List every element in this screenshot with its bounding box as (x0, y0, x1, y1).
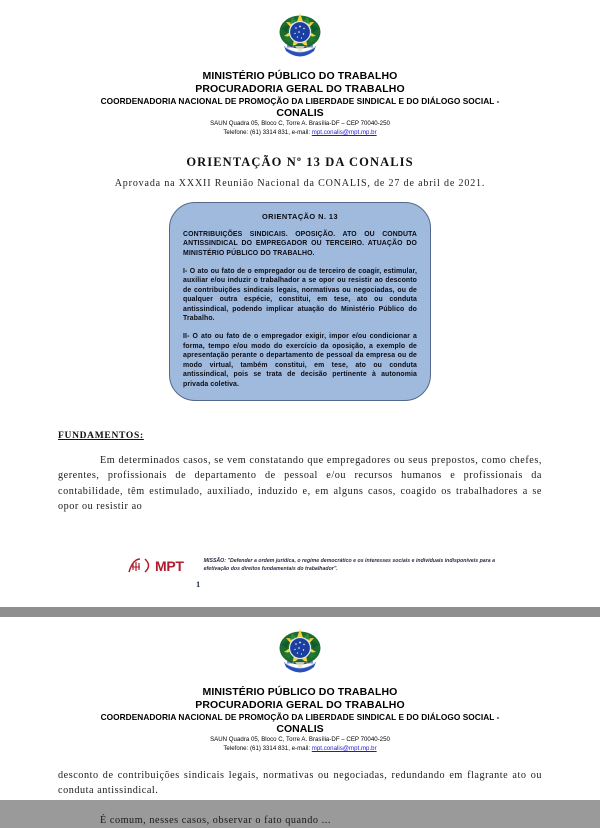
mpt-logo (128, 557, 184, 574)
page-subtitle: Aprovada na XXXII Reunião Nacional da CONALIS, de 27 de abril de 2021. (114, 177, 486, 189)
mission-label: MISSÃO: (203, 558, 226, 565)
org-email-link[interactable]: mpt.conalis@mpt.mp.br (311, 129, 377, 137)
page2-paragraph-continuation: desconto de contribuições sindicais legais, normativas ou negociadas, redundando em flagrante ato ou conduta antissindical. (58, 769, 542, 797)
document-page-2 (0, 617, 600, 826)
org-contact (0, 745, 600, 753)
mpt-wordmark: MPT (155, 557, 184, 574)
org-contact (0, 129, 600, 137)
org-phone-label: Telefone: (61) 3314 831, e-mail: (223, 745, 312, 753)
orientation-callout-box (169, 202, 431, 401)
fundamentos-heading: FUNDAMENTOS: (58, 430, 144, 441)
page-number: 1 (196, 579, 201, 589)
coat-of-arms-container (0, 0, 600, 62)
orientation-ementa: CONTRIBUIÇÕES SINDICAIS. OPOSIÇÃO. ATO OU CONDUTA ANTISSINDICAL DO EMPREGADOR OU TERCEIRO. ATUAÇÃO DO MINISTÉRIO PÚBLICO DO TRABALHO. (183, 230, 417, 257)
page2-paragraph-next: É comum, nesses casos, observar o fato quando ... (100, 814, 331, 826)
org-name-line-4: CONALIS (276, 723, 324, 735)
orientation-item-1: I- O ato ou fato de o empregador ou de terceiro de coagir, estimular, auxiliar e/ou induzir o trabalhador a se opor ou resistir ao desconto de contribuições sindicais legais, normativas ou negociadas, ou de qualquer outra espécie, constitui, em tese, ato ou conduta antissindical, podendo implicar atuação do Ministério Público do Trabalho. (183, 268, 417, 323)
org-name-line-2: PROCURADORIA GERAL DO TRABALHO (195, 83, 405, 95)
org-name-line-3: COORDENADORIA NACIONAL DE PROMOÇÃO DA LIBERDADE SINDICAL E DO DIÁLOGO SOCIAL - (100, 96, 500, 106)
orientation-box-title: ORIENTAÇÃO N. 13 (261, 211, 339, 221)
mission-statement (204, 558, 504, 572)
org-address: SAUN Quadra 05, Bloco C, Torre A. Brasília-DF – CEP 70040-250 (210, 120, 390, 127)
org-address: SAUN Quadra 05, Bloco C, Torre A. Brasília-DF – CEP 70040-250 (210, 736, 390, 743)
mission-text: "Defender a ordem jurídica, o regime democrático e os interesses sociais e individuais indisponíveis para a efetivação dos direitos fundamentais do trabalhador". (203, 558, 495, 572)
coat-of-arms-container-page2 (0, 617, 600, 678)
page-footer (0, 557, 600, 589)
page-separator (0, 607, 600, 617)
org-name-line-3: COORDENADORIA NACIONAL DE PROMOÇÃO DA LIBERDADE SINDICAL E DO DIÁLOGO SOCIAL - (100, 712, 500, 722)
brazil-coat-of-arms-icon (277, 10, 323, 62)
orientation-item-2: II- O ato ou fato de o empregador exigir, impor e/ou condicionar a forma, tempo e/ou modo do exercício da oposição, a exemplo de apresentação perante o departamento de pessoal da empresa ou de modo virtual, também constitui, em tese, ato ou conduta antissindical, pois se trata de decisão pertinente à autonomia privada coletiva. (183, 333, 417, 388)
org-name-line-1: MINISTÉRIO PÚBLICO DO TRABALHO (202, 686, 398, 698)
brazil-coat-of-arms-icon (277, 626, 323, 678)
institutional-header (0, 70, 600, 138)
org-name-line-1: MINISTÉRIO PÚBLICO DO TRABALHO (202, 70, 398, 82)
fundamentos-paragraph-1: Em determinados casos, se vem constatando que empregadores ou seus prepostos, como chefes, gerentes, profissionais de departamento de pessoal e/ou recursos humanos e profissionais da contabilidade, têm estimulado, auxiliado, induzido e, em alguns casos, coagido os trabalhadores a se opor ou resistir ao (58, 454, 542, 513)
footer-row (0, 557, 600, 574)
org-email-link[interactable]: mpt.conalis@mpt.mp.br (311, 745, 377, 753)
mpt-emblem-icon (128, 557, 154, 574)
page-title: ORIENTAÇÃO Nº 13 DA CONALIS (186, 154, 414, 169)
org-name-line-4: CONALIS (276, 107, 324, 119)
org-phone-label: Telefone: (61) 3314 831, e-mail: (223, 129, 312, 137)
institutional-header-page2 (0, 686, 600, 754)
org-name-line-2: PROCURADORIA GERAL DO TRABALHO (195, 699, 405, 711)
